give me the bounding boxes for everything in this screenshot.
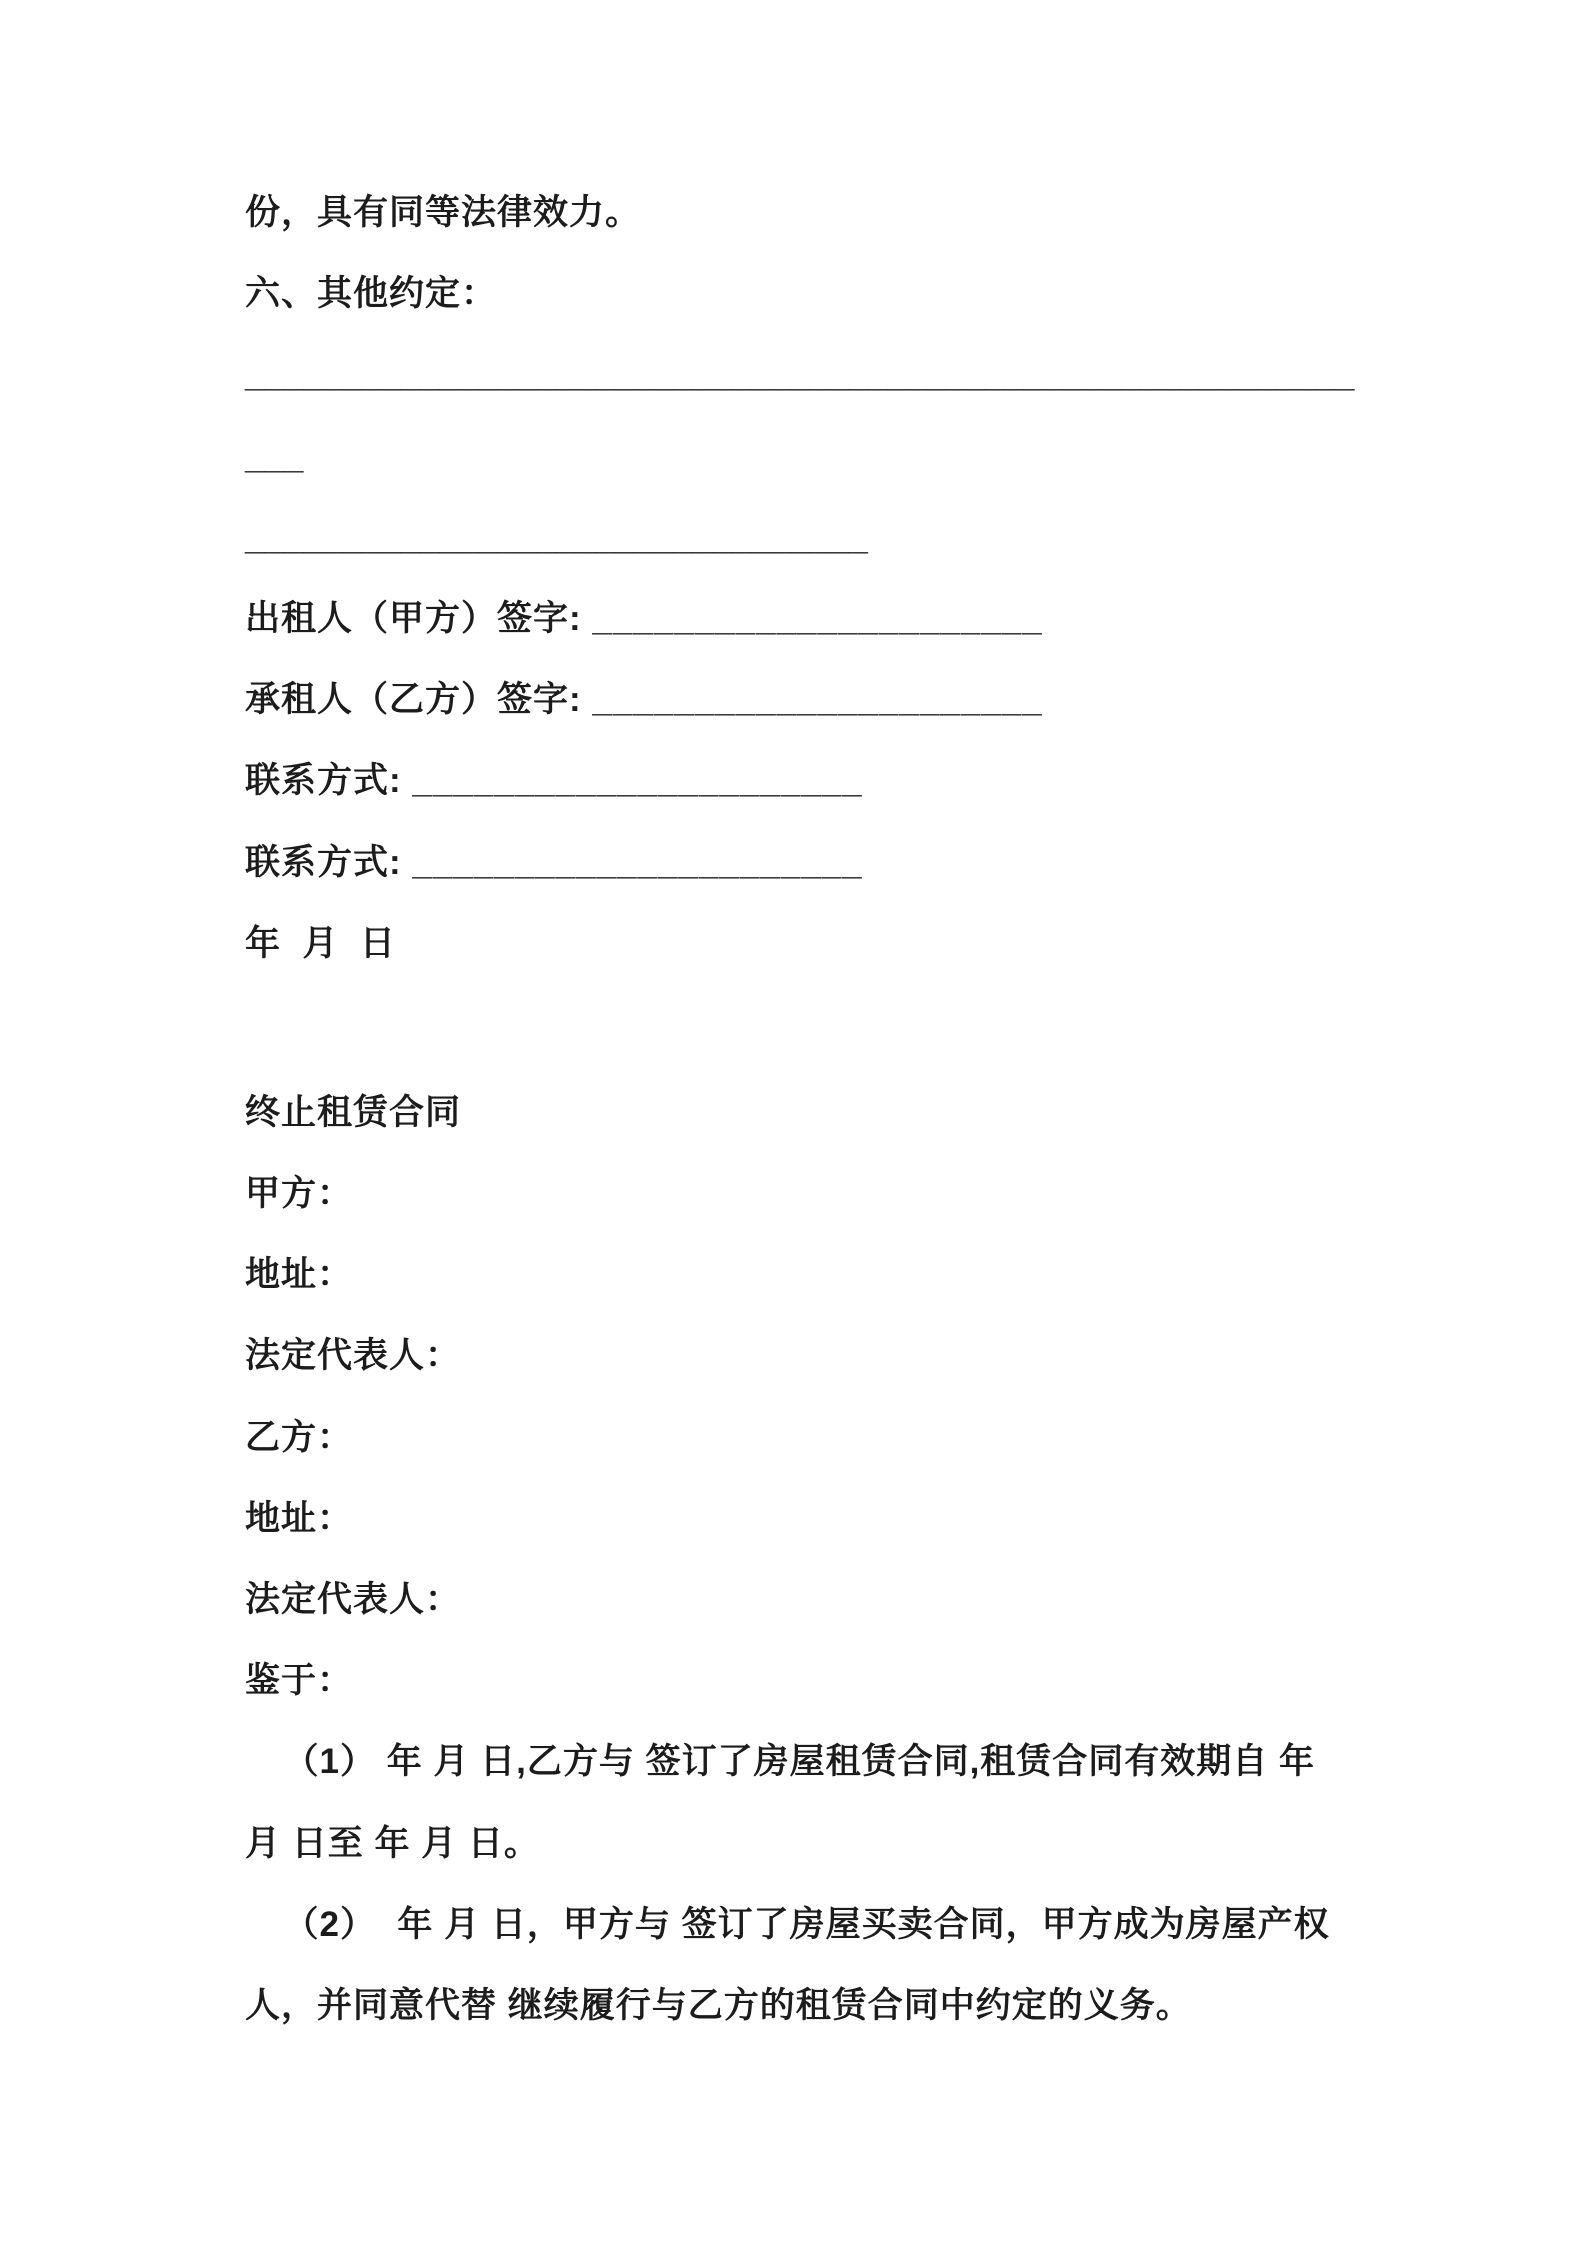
party-a-label-line: 甲方： (245, 1174, 354, 1214)
party-a-legal-representative-line: 法定代表人： (245, 1336, 462, 1376)
contact-info-line-2: 联系方式: ______________________ (245, 842, 863, 882)
contact-info-line-1: 联系方式: ______________________ (245, 761, 863, 801)
whereas-label-line: 鉴于： (245, 1661, 354, 1701)
whereas-item-1: （1） 年 月 日,乙方与 签订了房屋租赁合同,租赁合同有效期自 年 月 日至 年 月 日。 (245, 1742, 1326, 1863)
closing-clause-line: 份，具有同等法律效力。 (245, 193, 642, 232)
lessor-signature-line: 出租人（甲方）签字: ______________________ (245, 598, 1043, 638)
date-line: 年 月 日 (245, 923, 396, 963)
party-a-address-line: 地址： (245, 1255, 354, 1295)
lessee-signature-line: 承租人（乙方）签字: ______________________ (245, 680, 1043, 720)
termination-contract-title: 终止租赁合同 (245, 1092, 462, 1132)
party-b-address-line: 地址： (245, 1498, 354, 1538)
party-b-legal-representative-line: 法定代表人： (245, 1580, 462, 1619)
fill-in-blank-line-1: ____________________________________________________________ (245, 355, 1355, 476)
section-other-agreements-heading: 六、其他约定： (245, 274, 498, 314)
fill-in-blank-line-2: ________________________________ (245, 517, 868, 557)
party-b-label-line: 乙方： (245, 1417, 354, 1457)
whereas-item-2: （2） 年 月 日，甲方与 签订了房屋买卖合同，甲方成为房屋产权人，并同意代替 继续履行与乙方的租赁合同中约定的义务。 (245, 1904, 1330, 2025)
